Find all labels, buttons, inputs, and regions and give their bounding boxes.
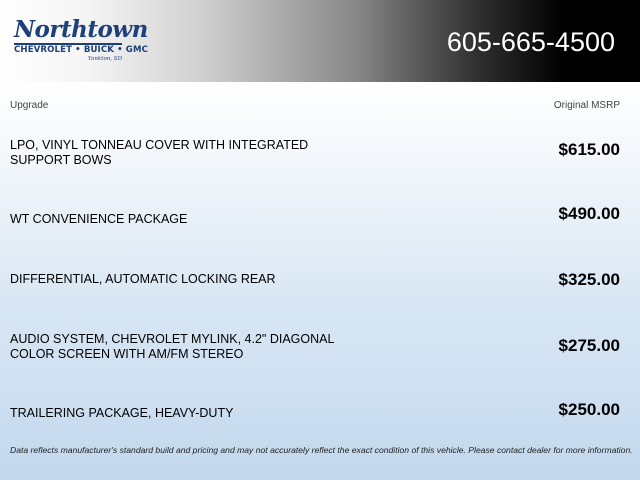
logo-city: Yankton, SD — [87, 56, 122, 62]
header-banner — [0, 0, 640, 82]
logo-name: Northtown — [14, 16, 148, 43]
dealer-phone: 605-665-4500 — [446, 27, 615, 57]
upgrade-name: DIFFERENTIAL, AUTOMATIC LOCKING REAR — [10, 272, 276, 286]
upgrade-price: $490.00 — [558, 204, 620, 223]
upgrade-price: $325.00 — [558, 270, 620, 289]
column-header-msrp: Original MSRP — [553, 100, 620, 111]
dealer-logo — [12, 16, 149, 66]
upgrade-price: $275.00 — [558, 336, 620, 355]
upgrade-price: $250.00 — [558, 400, 620, 419]
upgrade-name: AUDIO SYSTEM, CHEVROLET MYLINK, 4.2" DIAGONAL COLOR SCREEN WITH AM/FM STEREO — [10, 332, 334, 361]
column-header-upgrade: Upgrade — [10, 100, 49, 111]
upgrade-price: $615.00 — [558, 140, 620, 159]
upgrade-name: LPO, VINYL TONNEAU COVER WITH INTEGRATED SUPPORT BOWS — [10, 138, 309, 167]
disclaimer-text: Data reflects manufacturer's standard build and pricing and may not accurately reflect the exact condition of this vehicle. Please contact dealer for more information. — [10, 445, 633, 455]
logo-brands: CHEVROLET • BUICK • GMC — [14, 45, 149, 55]
upgrade-name: TRAILERING PACKAGE, HEAVY-DUTY — [10, 406, 234, 420]
upgrade-name: WT CONVENIENCE PACKAGE — [10, 212, 188, 226]
